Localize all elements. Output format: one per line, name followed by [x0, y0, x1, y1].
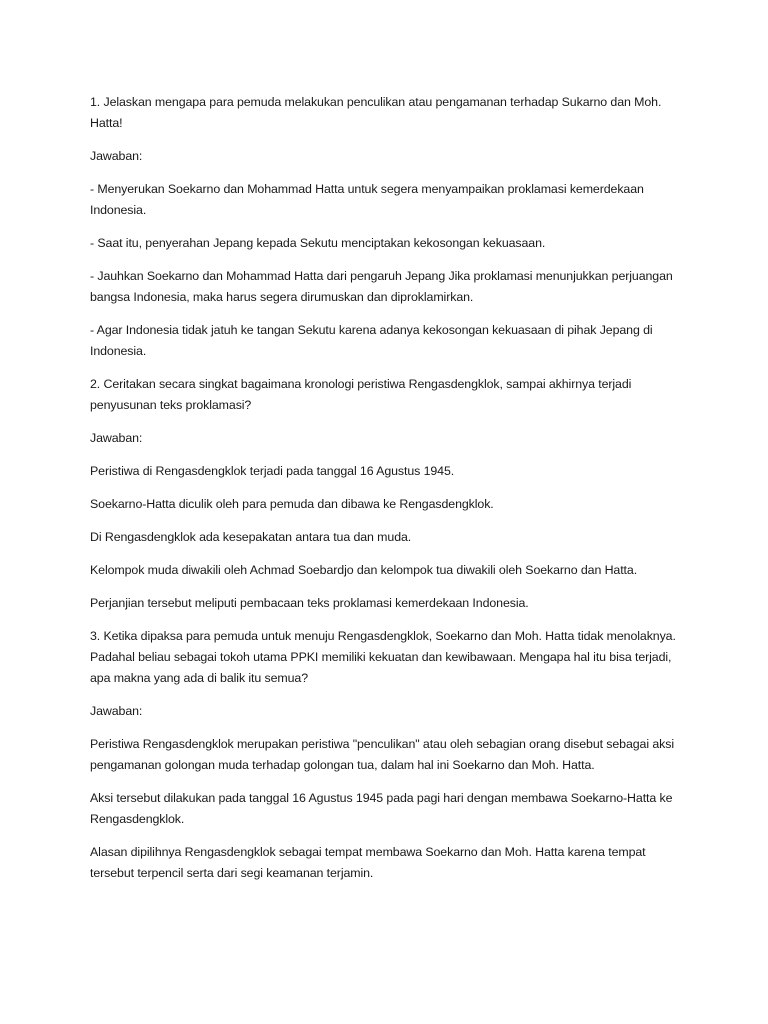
- answer-2-line-5: Perjanjian tersebut meliputi pembacaan teks proklamasi kemerdekaan Indonesia.: [90, 596, 529, 610]
- answer-heading-2: Jawaban:: [90, 431, 143, 445]
- answer-1-point-2: - Saat itu, penyerahan Jepang kepada Sekutu menciptakan kekosongan kekuasaan.: [90, 236, 546, 250]
- answer-heading-3: Jawaban:: [90, 704, 143, 718]
- answer-2-line-4: Kelompok muda diwakili oleh Achmad Soebardjo dan kelompok tua diwakili oleh Soekarno dan Hatta.: [90, 563, 638, 577]
- answer-2-line-1: Peristiwa di Rengasdengklok terjadi pada tanggal 16 Agustus 1945.: [90, 464, 455, 478]
- answer-heading-1: Jawaban:: [90, 149, 143, 163]
- answer-3-line-1: Peristiwa Rengasdengklok merupakan peristiwa "penculikan" atau oleh sebagian orang disebut sebagai aksi pengamanan golongan muda terhadap golongan tua, dalam hal ini Soekarno dan Moh. Hatta.: [90, 737, 674, 772]
- question-3: 3. Ketika dipaksa para pemuda untuk menuju Rengasdengklok, Soekarno dan Moh. Hatta tidak menolaknya. Padahal beliau sebagai tokoh utama PPKI memiliki kekuatan dan kewibawaan. Mengapa hal itu bisa terjadi, apa makna yang ada di balik itu semua?: [90, 629, 676, 685]
- answer-1-point-3: - Jauhkan Soekarno dan Mohammad Hatta dari pengaruh Jepang Jika proklamasi menunjukkan perjuangan bangsa Indonesia, maka harus segera dirumuskan dan diproklamirkan.: [90, 269, 673, 304]
- answer-1-point-1: - Menyerukan Soekarno dan Mohammad Hatta untuk segera menyampaikan proklamasi kemerdekaan Indonesia.: [90, 182, 644, 217]
- answer-2-line-2: Soekarno-Hatta diculik oleh para pemuda dan dibawa ke Rengasdengklok.: [90, 497, 494, 511]
- question-1: 1. Jelaskan mengapa para pemuda melakukan penculikan atau pengamanan terhadap Sukarno dan Moh. Hatta!: [90, 95, 662, 130]
- answer-2-line-3: Di Rengasdengklok ada kesepakatan antara tua dan muda.: [90, 530, 412, 544]
- answer-3-line-3: Alasan dipilihnya Rengasdengklok sebagai tempat membawa Soekarno dan Moh. Hatta karena tempat tersebut terpencil serta dari segi keamanan terjamin.: [90, 845, 646, 880]
- answer-1-point-4: - Agar Indonesia tidak jatuh ke tangan Sekutu karena adanya kekosongan kekuasaan di pihak Jepang di Indonesia.: [90, 323, 653, 358]
- answer-3-line-2: Aksi tersebut dilakukan pada tanggal 16 Agustus 1945 pada pagi hari dengan membawa Soekarno-Hatta ke Rengasdengklok.: [90, 791, 673, 826]
- question-2: 2. Ceritakan secara singkat bagaimana kronologi peristiwa Rengasdengklok, sampai akhirnya terjadi penyusunan teks proklamasi?: [90, 377, 632, 412]
